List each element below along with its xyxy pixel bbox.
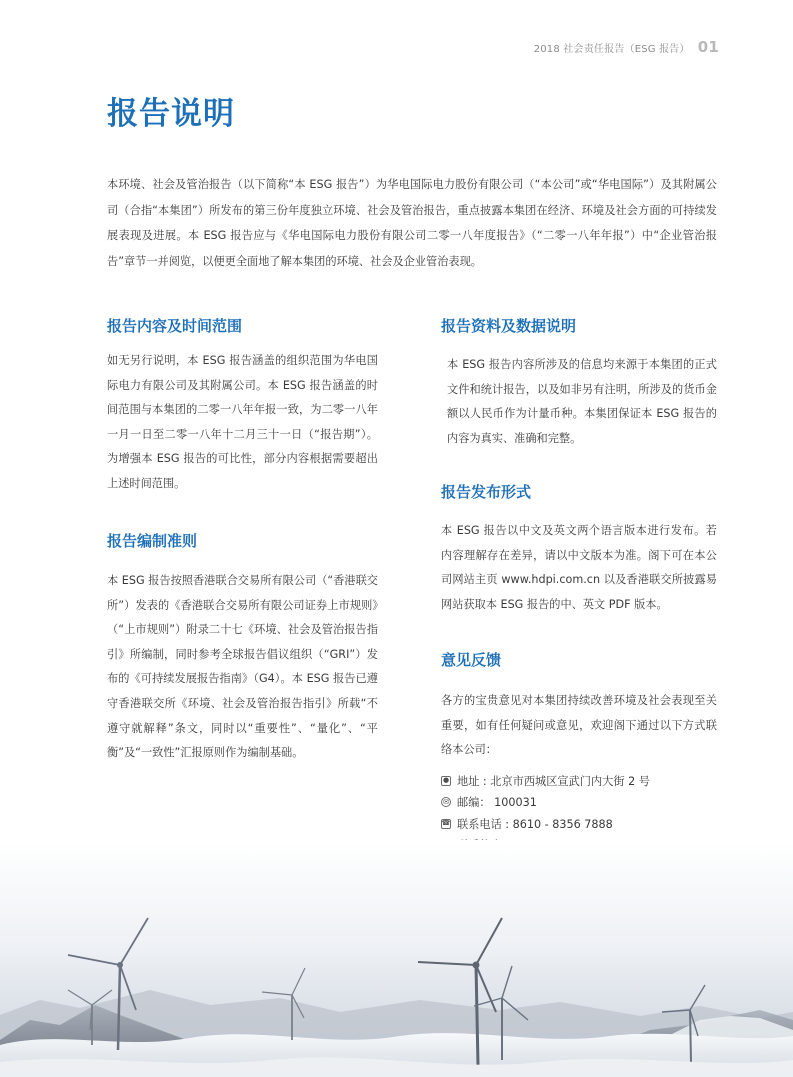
wind-turbine-landscape <box>0 840 793 1077</box>
contact-postcode <box>441 792 650 814</box>
section-body-scope: 如无另行说明，本 ESG 报告涵盖的组织范围为华电国际电力有限公司及其附属公司。本 ESG 报告涵盖的时间范围与本集团的二零一八年年报一致，为二零一八年一月一日至二零一八年十二月三十一日（“报告期”）。为增强本 ESG 报告的可比性，部分内容根据需要超出上述时间范围。 <box>107 354 378 490</box>
section-heading-feedback: 意见反馈 <box>441 651 502 669</box>
section-body-principles: 本 ESG 报告按照香港联合交易所有限公司（“香港联交所”）发表的《香港联合交易所有限公司证券上市规则》（“上市规则”）附录二十七《环境、社会及管治报告指引》所编制，同时参考全球报告倡议组织（“GRI”）发布的《可持续发展报告指南》（G4）。本 ESG 报告已遵守香港联交所《环境、社会及管治报告指引》所载“不遵守就解释”条文，同时以“重要性”、“量化”、“平衡”及“一致性”汇报原则作为编制基础。 <box>107 574 378 760</box>
postcode-icon: ✉ <box>441 797 451 807</box>
section-body-format: 本 ESG 报告以中文及英文两个语言版本进行发布。若内容理解存在差异，请以中文版本为准。阁下可在本公司网站主页 www.hdpi.com.cn 以及香港联交所披露易网站获取本 ESG 报告的中、英文 PDF 版本。 <box>441 524 717 611</box>
section-heading-format: 报告发布形式 <box>441 483 532 501</box>
report-title: 2018 社会责任报告（ESG 报告） <box>533 44 690 55</box>
section-body-feedback: 各方的宝贵意见对本集团持续改善环境及社会表现至关重要，如有任何疑问或意见，欢迎阁下通过以下方式联络本公司： <box>441 694 717 757</box>
contact-phone <box>441 813 650 835</box>
page-number: 01 <box>697 38 719 56</box>
section-heading-data: 报告资料及数据说明 <box>441 317 577 335</box>
location-icon: ● <box>442 776 450 785</box>
phone-icon: ☎ <box>441 819 451 828</box>
contact-phone-text: 联系电话 : 8610 - 8356 7888 <box>457 817 613 831</box>
contact-address <box>441 770 650 792</box>
intro-paragraph: 本环境、社会及管治报告（以下简称“本 ESG 报告”）为华电国际电力股份有限公司（“本公司”或“华电国际”）及其附属公司（合指“本集团”）所发布的第三份年度独立环境、社会及管治报告，重点披露本集团在经济、环境及社会方面的可持续发展表现及进展。本 ESG 报告应与《华电国际电力股份有限公司二零一八年度报告》（“二零一八年年报”）中“企业管治报告”章节一并阅览，以便更全面地了解本集团的环境、社会及企业管治表现。 <box>107 178 717 268</box>
section-heading-scope: 报告内容及时间范围 <box>107 317 243 335</box>
page-title: 报告说明 <box>107 96 235 132</box>
page-header <box>534 38 719 56</box>
contact-postcode-text: 邮编： 100031 <box>457 796 537 810</box>
contact-address-text: 地址 : 北京市西城区宣武门内大街 2 号 <box>457 774 650 788</box>
section-body-data: 本 ESG 报告内容所涉及的信息均来源于本集团的正式文件和统计报告，以及如非另有注明，所涉及的货币金额以人民币作为计量币种。本集团保证本 ESG 报告的内容为真实、准确和完整。 <box>447 358 717 445</box>
section-heading-principles: 报告编制准则 <box>107 532 198 550</box>
